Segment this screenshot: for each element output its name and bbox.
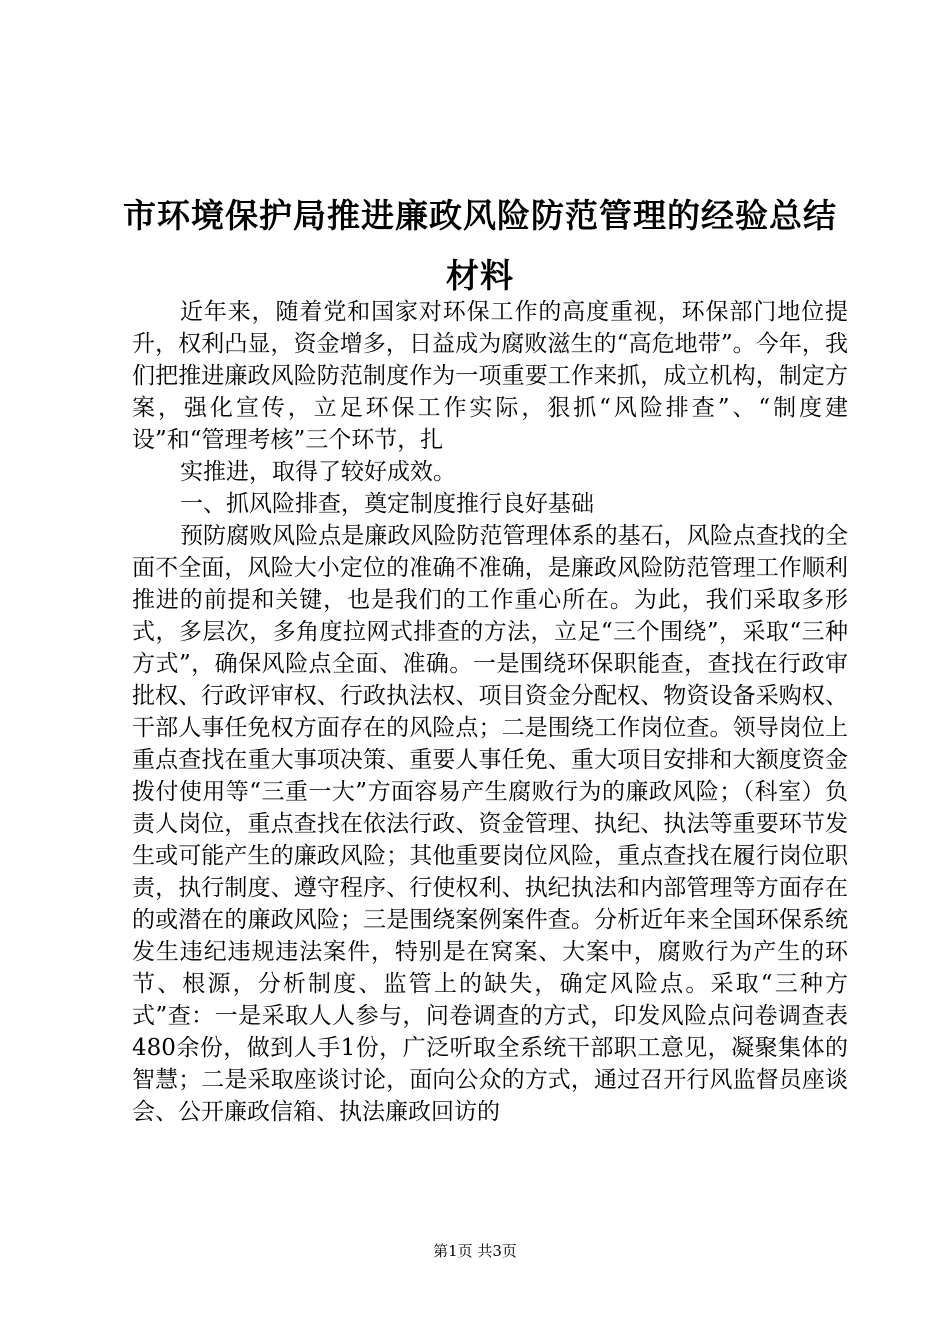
paragraph-intro-continued: 实推进，取得了较好成效。 [180,459,456,485]
page-number: 第1页 共3页 [433,1242,517,1260]
document-title: 市环境保护局推进廉政风险防范管理的经验总结材料 [123,196,837,295]
document-body [132,296,848,1128]
paragraph-risk-screening: 预防腐败风险点是廉政风险防范管理体系的基石，风险点查找的全面不全面，风险大小定位的准确不准确，是廉政风险防范管理工作顺利推进的前提和关键，也是我们的工作重心所在。为此，我们采取多形式，多层次，多角度拉网式排查的方法，立足“三个围绕”，采取“三种方式”，确保风险点全面、准确。一是围绕环保职能查，查找在行政审批权、行政评审权、行政执法权、项目资金分配权、物资设备采购权、干部人事任免权方面存在的风险点；二是围绕工作岗位查。领导岗位上重点查找在重大事项决策、重要人事任免、重大项目安排和大额度资金拨付使用等“三重一大”方面容易产生腐败行为的廉政风险；（科室）负责人岗位，重点查找在依法行政、资金管理、执纪、执法等重要环节发生或可能产生的廉政风险；其他重要岗位风险，重点查找在履行岗位职责，执行制度、遵守程序、行使权利、执纪执法和内部管理等方面存在的或潜在的廉政风险；三是围绕案例案件查。分析近年来全国环保系统发生违纪违规违法案件，特别是在窝案、大案中，腐败行为产生的环节、根源，分析制度、监管上的缺失，确定风险点。采取“三种方式”查：一是采取人人参与，问卷调查的方式，印发风险点问卷调查表480余份，做到人手1份，广泛听取全系统干部职工意见，凝聚集体的智慧；二是采取座谈讨论，面向公众的方式，通过召开行风监督员座谈会、公开廉政信箱、执法廉政回访的 [132,523,848,1125]
section-heading: 一、抓风险排查，奠定制度推行良好基础 [180,491,594,517]
paragraph-intro: 近年来，随着党和国家对环保工作的高度重视，环保部门地位提升，权利凸显，资金增多，日益成为腐败滋生的“高危地带”。今年，我们把推进廉政风险防范制度作为一项重要工作来抓，成立机构，制定方案，强化宣传，立足环保工作实际，狠抓“风险排查”、“制度建设”和“管理考核”三个环节，扎 [132,299,848,453]
